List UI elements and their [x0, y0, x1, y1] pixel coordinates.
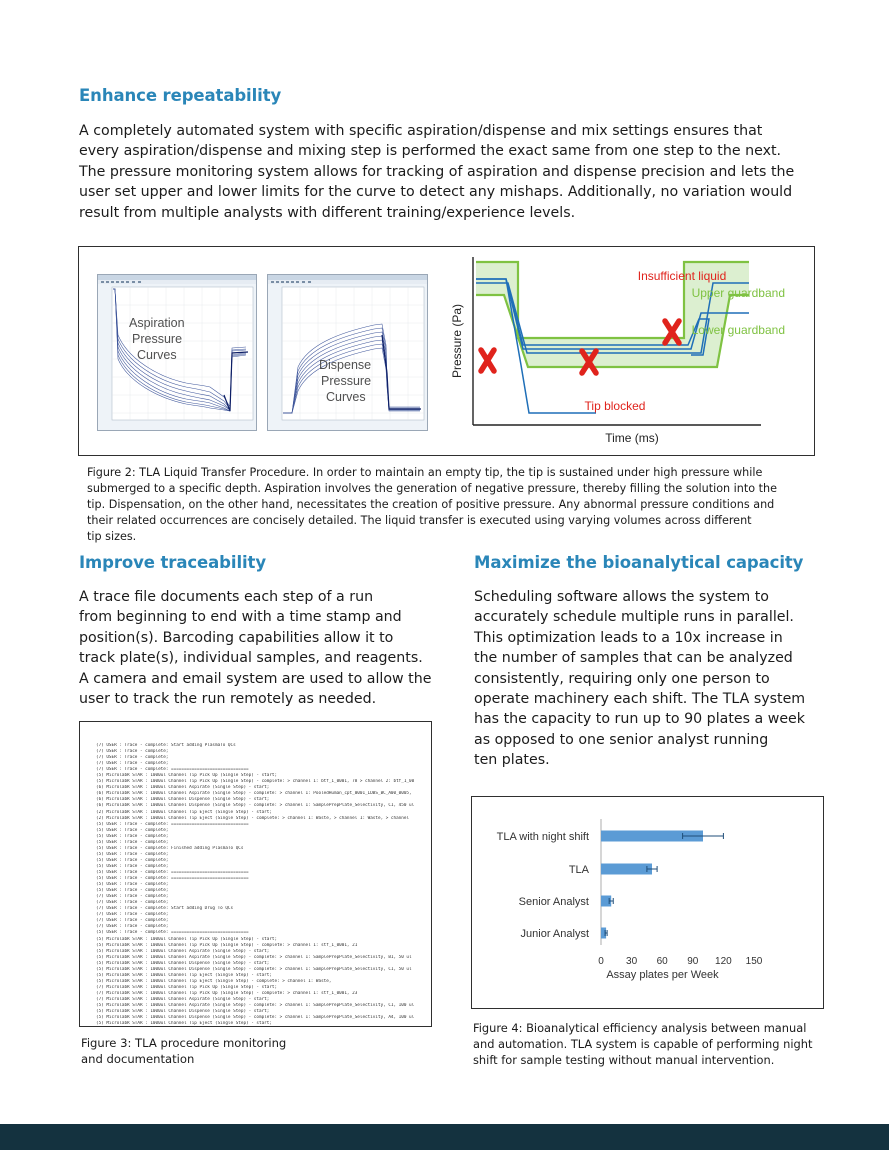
category-label: Junior Analyst [520, 928, 589, 940]
dispense-label-line: Pressure [321, 374, 372, 388]
upper-guardband-label: Upper guardband [691, 286, 785, 300]
paragraph-line: the number of samples that can be analyzed [474, 650, 793, 667]
caption-line: Figure 4: Bioanalytical efficiency analysis between manual [473, 1021, 807, 1035]
trace-log-line: (5) USER : Trace - complete: ============================== [96, 930, 249, 936]
trace-log-line: (5) USER : Trace - complete; [96, 851, 169, 857]
trace-log-text [96, 743, 425, 1027]
trace-log-line: (7) USER : Trace - complete; [96, 912, 169, 918]
x-tick-label: 30 [626, 956, 638, 967]
trace-log-line: (7) USER : Trace - complete: Start adding Drug To QCs [96, 906, 234, 912]
aspiration-plot [98, 275, 256, 430]
paragraph-line: ten plates. [474, 752, 550, 769]
capacity-paragraph [474, 587, 805, 771]
paragraph-line: A completely automated system with specific aspiration/dispense and mix settings ensures that [79, 123, 763, 139]
trace-log-line: (5) USER : Trace - complete; [96, 857, 169, 863]
trace-log-line: (5) USER : Trace - complete; [96, 827, 169, 833]
paragraph-line: result from multiple analysts with different training/experience levels. [79, 204, 576, 221]
trace-log-line: (5) MicrolabR STAR : 1000ul Channel Tip Eject (Single Step) - complete: > channel 1: Waste, [96, 978, 332, 984]
trace-log-line: (2) MicrolabR STAR : 1000ul Channel Tip Eject (Single Step) - start; [96, 809, 272, 815]
repeatability-paragraph [79, 121, 794, 223]
paragraph-line: consistently, requiring only one person to [474, 670, 770, 687]
x-tick-label: 0 [598, 956, 604, 967]
bar [601, 864, 652, 875]
paragraph-line: A trace file documents each step of a run [79, 589, 374, 605]
trace-log-line: (7) MicrolabR STAR : 1000ul Channel Tip Pick Up (Single Step) - start; [96, 984, 278, 990]
trace-log-line: (7) USER : Trace - complete; [96, 894, 169, 900]
trace-log-line: (7) USER : Trace - complete; [96, 761, 169, 767]
paragraph-line: every aspiration/dispense and mixing step is performed the exact same from one step to the next. [79, 143, 782, 160]
paragraph-line: from beginning to end with a time stamp and [79, 609, 402, 626]
trace-log-line: (7) USER : Trace - complete; [96, 755, 169, 761]
figure-3-caption [81, 1035, 286, 1067]
dispense-screenshot [267, 274, 428, 431]
paragraph-line: This optimization leads to a 10x increase in [474, 629, 783, 646]
x-tick-label: 90 [687, 956, 699, 967]
x-axis-label: Time (ms) [605, 431, 659, 445]
x-tick-label: 120 [715, 956, 732, 967]
x-tick-label: 60 [656, 956, 668, 967]
section-heading-capacity: Maximize the bioanalytical capacity [474, 553, 804, 572]
category-label: TLA [568, 864, 589, 876]
paragraph-line: accurately schedule multiple runs in parallel. [474, 609, 794, 626]
caption-line: and automation. TLA system is capable of performing night [473, 1037, 813, 1051]
figure-3-trace-log [79, 721, 432, 1027]
trace-log-line: (6) MicrolabR STAR : 1000ul Channel Dispense (Single Step) - complete: > channel 1: SamplePrepPlate_Selectivity, C1, 450 ul [96, 803, 415, 809]
section-heading-traceability: Improve traceability [79, 553, 266, 572]
figure-2-frame [78, 246, 815, 456]
dispense-plot [268, 275, 427, 430]
caption-line: shift for sample testing without manual intervention. [473, 1053, 775, 1067]
trace-log-line: (5) MicrolabR STAR : 1000ul Channel Aspirate (Single Step) - start; [96, 948, 270, 954]
paragraph-line: has the capacity to run up to 90 plates a week [474, 711, 806, 728]
section-heading-repeatability: Enhance repeatability [79, 86, 282, 105]
trace-log-line: (7) MicrolabR STAR : 1000ul Channel Aspirate (Single Step) - start; [96, 996, 270, 1002]
guardband-diagram [441, 255, 806, 450]
aspiration-label-line: Aspiration [129, 316, 185, 330]
trace-log-line: (5) USER : Trace - complete; [96, 863, 169, 869]
trace-log-line: (7) USER : Trace - complete; [96, 924, 169, 930]
category-label: Senior Analyst [518, 896, 589, 908]
caption-line: tip sizes. [87, 530, 137, 543]
trace-log-line: (6) MicrolabR STAR : 1000ul Channel Dispense (Single Step) - start; [96, 797, 270, 803]
figure-2-caption [87, 465, 777, 545]
efficiency-bar-chart [472, 797, 822, 1007]
trace-log-line: (7) USER : Trace - complete; [96, 900, 169, 906]
insufficient-liquid-label: Insufficient liquid [637, 269, 727, 283]
trace-log-line: (7) USER : Trace - complete: ============================== [96, 767, 249, 773]
paragraph-line: Scheduling software allows the system to [474, 589, 769, 605]
trace-log-line: (5) USER : Trace - complete; [96, 839, 169, 845]
trace-log-line: (5) MicrolabR STAR : 1000ul Channel Tip Eject (Single Step) - start; [96, 972, 272, 978]
caption-line: tip. Dispensation, on the other hand, necessitates the creation of positive pressure. Any abnormal pressure conditions and [87, 498, 775, 511]
trace-log-line: (5) MicrolabR STAR : 1000ul Channel Dispense (Single Step) - start; [96, 1009, 270, 1015]
dispense-label-line: Dispense [319, 358, 372, 372]
traceability-paragraph [79, 587, 431, 709]
trace-log-line: (5) USER : Trace - complete; [96, 882, 169, 888]
trace-log-line: (5) USER : Trace - complete; [96, 888, 169, 894]
paragraph-line: The pressure monitoring system allows for tracking of aspiration and dispense precision and lets the [79, 163, 795, 180]
trace-log-line: (5) MicrolabR STAR : 1000ul Channel Dispense (Single Step) - complete: > channel 1: SamplePrepPlate_Selectivity, A4, 100 ul [96, 1015, 415, 1021]
paragraph-line: position(s). Barcoding capabilities allow it to [79, 629, 394, 646]
left-x-icon [481, 350, 494, 371]
x-tick-label: 150 [745, 956, 763, 967]
paragraph-line: A camera and email system are used to allow the [79, 670, 432, 687]
trace-log-line: (5) MicrolabR STAR : 1000ul Channel Aspirate (Single Step) - complete: > channel 1: SamplePrepPlate_Selectivity, B1, 50 ul [96, 954, 412, 960]
trace-log-line: (7) USER : Trace - complete: Start adding PlasmaTo QCs [96, 743, 236, 748]
trace-log-line: (5) USER : Trace - complete: ============================== [96, 869, 249, 875]
paragraph-line: user set upper and lower limits for the curve to detect any mishaps. Additionally, no variation would [79, 184, 793, 201]
paragraph-line: track plate(s), individual samples, and reagents. [79, 650, 423, 667]
footer-bar [0, 1124, 889, 1150]
tip-blocked-label: Tip blocked [584, 399, 646, 413]
lower-guardband-label: Lower guardband [691, 323, 785, 337]
trace-log-line: (5) USER : Trace - complete: ============================== [96, 821, 249, 827]
category-label: TLA with night shift [496, 831, 589, 843]
trace-log-line: (7) USER : Trace - complete; [96, 749, 169, 755]
trace-log-line: (5) MicrolabR STAR : 1000ul Channel Tip Pick Up (Single Step) - start; [96, 936, 278, 942]
paragraph-line: operate machinery each shift. The TLA system [474, 691, 806, 708]
trace-log-line: (6) MicrolabR STAR : 1000ul Channel Aspirate (Single Step) - start; [96, 785, 270, 791]
caption-line: and documentation [81, 1052, 195, 1066]
paragraph-line: user to track the run remotely as needed. [79, 691, 377, 708]
trace-log-line: (5) USER : Trace - complete; [96, 833, 169, 839]
trace-log-line: (5) MicrolabR STAR : 1000ul Channel Tip Pick Up (Single Step) - complete: > channel 1: btf_1_0001, 78 > channel 2: btf_1_00 [96, 779, 415, 785]
dispense-label-line: Curves [326, 390, 366, 404]
y-axis-label: Pressure (Pa) [450, 303, 464, 379]
figure-4-caption [473, 1020, 812, 1068]
caption-line: Figure 2: TLA Liquid Transfer Procedure. In order to maintain an empty tip, the tip is sustained under high pressure while [87, 466, 763, 479]
caption-line: their related occurrences are concisely detailed. The liquid transfer is executed using varying volumes across different [87, 514, 752, 527]
paragraph-line: as opposed to one senior analyst running [474, 731, 769, 748]
trace-log-line: (7) MicrolabR STAR : 1000ul Channel Tip Pick Up (Single Step) - complete: > channel 1: stf_1_0001, 23 [96, 990, 358, 996]
figure-4-chart-frame [471, 796, 824, 1009]
caption-line: Figure 3: TLA procedure monitoring [81, 1036, 287, 1050]
x-axis-title: Assay plates per Week [606, 969, 719, 981]
trace-log-line: (5) MicrolabR STAR : 1000ul Channel Tip Eject (Single Step) - start; [96, 1021, 272, 1027]
trace-log-line: (5) MicrolabR STAR : 1000ul Channel Tip Pick Up (Single Step) - start; [96, 773, 278, 779]
trace-log-line: (7) USER : Trace - complete; [96, 918, 169, 924]
aspiration-label-line: Pressure [132, 332, 183, 346]
caption-line: submerged to a specific depth. Aspiration involves the generation of negative pressure, thereby filling the solution into the [87, 482, 778, 495]
trace-log-line: (5) USER : Trace - complete: Finished adding PlasmaTo QCs [96, 845, 244, 851]
trace-log-line: (5) MicrolabR STAR : 1000ul Channel Dispense (Single Step) - start; [96, 960, 270, 966]
trace-log-line: (5) MicrolabR STAR : 1000ul Channel Tip Pick Up (Single Step) - complete: > channel 1: stf_1_0001, 21 [96, 942, 358, 948]
trace-log-line: (2) MicrolabR STAR : 1000ul Channel Tip Eject (Single Step) - complete: > channel 1: Waste, > channel 1: Waste, > channel [96, 815, 410, 821]
trace-log-line: (5) MicrolabR STAR : 1000ul Channel Aspirate (Single Step) - complete: > channel 1: SamplePrepPlate_Selectivity, C1, 100 ul [96, 1003, 415, 1009]
trace-log-line: (6) MicrolabR STAR : 1000ul Channel Aspirate (Single Step) - complete: > channel 1: PooledHuman_cpt_0001_LDBS_BC_A00_0005, [96, 791, 412, 797]
aspiration-label-line: Curves [137, 348, 177, 362]
trace-log-line: (5) USER : Trace - complete: ============================== [96, 876, 249, 882]
aspiration-screenshot [97, 274, 257, 431]
trace-log-line: (5) MicrolabR STAR : 1000ul Channel Dispense (Single Step) - complete: > channel 1: SamplePrepPlate_Selectivity, C1, 50 ul [96, 966, 412, 972]
